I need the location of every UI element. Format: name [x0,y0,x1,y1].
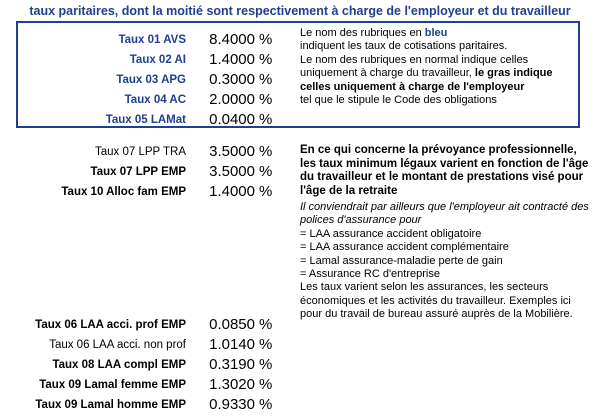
rate-unit: % [259,111,273,128]
rate-label: Taux 02 AI [129,54,186,66]
rate-row [0,395,290,415]
rate-label: Taux 09 Lamal femme EMP [39,379,186,391]
rate-row [0,355,290,375]
page-title: taux paritaires, dont la moitié sont respectivement à charge de l'employeur et du travailleur [29,4,571,18]
rate-value: 1.4000 [209,51,255,68]
rate-row [0,182,290,202]
rate-value: 0.0850 [209,316,255,333]
paritaire-rates [0,30,290,130]
rate-unit: % [259,143,273,160]
lpp-rates [0,142,290,202]
rate-label: Taux 05 LAMat [105,114,186,126]
rate-row [0,162,290,182]
rate-row [0,70,290,90]
rate-row [0,315,290,335]
rate-row [0,90,290,110]
legend-note [300,27,580,107]
rate-value: 8.4000 [209,31,255,48]
rate-unit: % [259,183,273,200]
rate-value: 0.0400 [209,111,255,128]
rate-value: 2.0000 [209,91,255,108]
rate-row [0,335,290,355]
rate-unit: % [259,316,273,333]
rate-row [0,30,290,50]
legend-bold-text: le gras indique celles uniquement à charge de l'employeur [300,67,553,93]
rate-label: Taux 09 Lamal homme EMP [35,399,186,411]
rate-value: 0.9330 [209,396,255,413]
insurance-item: = Lamal assurance-maladie perte de gain [300,254,503,267]
insurance-item: = Assurance RC d'entreprise [300,268,440,281]
rate-row [0,110,290,130]
insurance-intro: Il conviendrait par ailleurs que l'employeur ait contracté des polices d'assurance pour [300,201,589,227]
rate-unit: % [259,31,273,48]
legend-blue-word: bleu [424,27,448,39]
rate-unit: % [259,336,273,353]
legend-text: Le nom des rubriques en [300,27,425,39]
rate-label: Taux 07 LPP TRA [95,146,186,158]
rate-label: Taux 01 AVS [118,34,186,46]
rate-label: Taux 10 Alloc fam EMP [61,186,186,198]
rate-unit: % [259,71,273,88]
legend-text: tel que le stipule le Code des obligations [300,94,497,107]
rate-row [0,142,290,162]
rate-row [0,375,290,395]
legend-text: Le nom des rubriques en normal indique celles uniquement à charge du travailleur, [300,53,529,80]
rate-label: Taux 06 LAA acci. non prof [49,339,186,351]
rate-value: 3.5000 [209,143,255,160]
rate-unit: % [259,51,273,68]
rate-unit: % [259,91,273,108]
rate-label: Taux 08 LAA compl EMP [52,359,186,371]
rate-unit: % [259,356,273,373]
insurance-note [300,201,592,322]
rate-label: Taux 03 APG [116,74,186,86]
insurance-outro: Les taux varient selon les assurances, les secteurs économiques et les activités du travailleur. Exemples ici pour du travail de bureau assuré auprès de la Mobilière. [300,281,573,321]
insurance-rates [0,315,290,415]
rate-row [0,50,290,70]
rate-value: 1.3020 [209,376,255,393]
insurance-item: = LAA assurance accident obligatoire [300,227,482,240]
rate-value: 1.0140 [209,336,255,353]
rate-value: 3.5000 [209,163,255,180]
insurance-item: = LAA assurance accident complémentaire [300,241,509,254]
rate-value: 0.3190 [209,356,255,373]
rate-value: 1.4000 [209,183,255,200]
rate-unit: % [259,376,273,393]
rate-unit: % [259,396,273,413]
lpp-note: En ce qui concerne la prévoyance professionnelle, les taux minimum légaux varient en fonction de l'âge du travailleur et le montant de prestations visé pour l'âge de la retraite [300,144,589,197]
rate-label: Taux 07 LPP EMP [90,166,186,178]
rate-label: Taux 04 AC [124,94,186,106]
legend-text: indiquent les taux de cotisations paritaires. [300,40,508,53]
rate-unit: % [259,163,273,180]
rate-label: Taux 06 LAA acci. prof EMP [35,319,186,331]
rate-value: 0.3000 [209,71,255,88]
